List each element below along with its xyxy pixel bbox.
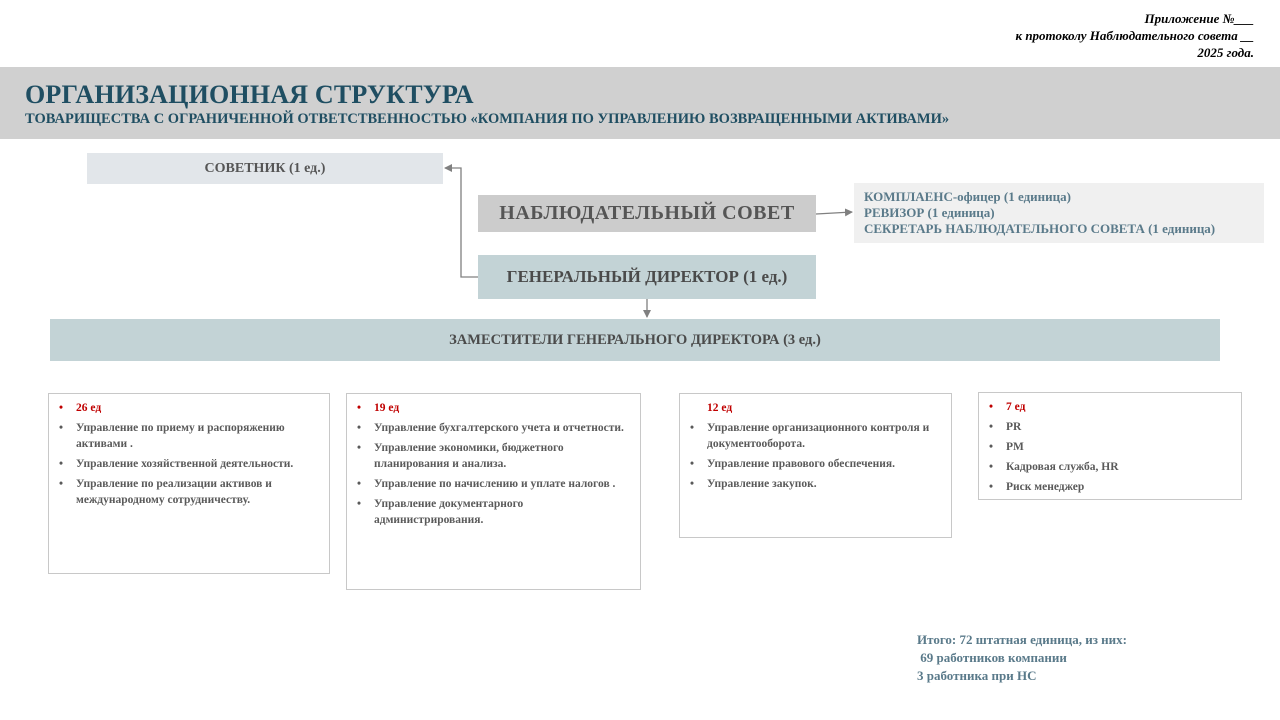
- department-item: • Управление по реализации активов и международному сотрудничеству.: [59, 476, 319, 508]
- department-box-1: [48, 393, 330, 574]
- department-count: 12 ед: [707, 402, 733, 414]
- department-box-3: [679, 393, 952, 538]
- supervisory-board-box: НАБЛЮДАТЕЛЬНЫЙ СОВЕТ: [478, 195, 816, 232]
- department-item: • Риск менеджер: [989, 479, 1231, 495]
- summary-total: Итого: 72 штатная единица, из них:: [917, 632, 1127, 647]
- department-item: • Управление документарного администрирования.: [357, 496, 630, 528]
- department-item: • PM: [989, 439, 1231, 455]
- annex-line-1: Приложение №___: [1144, 11, 1254, 26]
- board-staff-item: РЕВИЗОР (1 единица): [864, 205, 995, 220]
- department-item: • Управление правового обеспечения.: [690, 456, 941, 472]
- general-director-box: ГЕНЕРАЛЬНЫЙ ДИРЕКТОР (1 ед.): [478, 255, 816, 299]
- annex-line-2: к протоколу Наблюдательного совета __: [1015, 28, 1254, 43]
- summary-company-staff: 69 работников компании: [917, 650, 1067, 665]
- department-count: • 19 ед: [357, 400, 630, 416]
- annex-line-3: 2025 года.: [1197, 45, 1254, 60]
- department-item: • Управление экономики, бюджетного планирования и анализа.: [357, 440, 630, 472]
- department-item: • Управление организационного контроля и документооборота.: [690, 420, 941, 452]
- board-staff-box: [854, 183, 1264, 243]
- connector-gd-to-advisor: [445, 168, 478, 277]
- department-item: • Управление бухгалтерского учета и отчетности.: [357, 420, 630, 436]
- deputies-box: ЗАМЕСТИТЕЛИ ГЕНЕРАЛЬНОГО ДИРЕКТОРА (3 ед.): [50, 319, 1220, 361]
- department-item: • Управление закупок.: [690, 476, 941, 492]
- department-box-4: [978, 392, 1242, 500]
- board-staff-item: СЕКРЕТАРЬ НАБЛЮДАТЕЛЬНОГО СОВЕТА (1 единица): [864, 221, 1216, 236]
- department-box-2: [346, 393, 641, 590]
- department-item: • Кадровая служба, HR: [989, 459, 1231, 475]
- page-title: ОРГАНИЗАЦИОННАЯ СТРУКТУРА: [25, 80, 474, 109]
- department-item: • PR: [989, 419, 1231, 435]
- advisor-box: СОВЕТНИК (1 ед.): [87, 153, 443, 184]
- board-staff-item: КОМПЛАЕНС-офицер (1 единица): [864, 189, 1071, 204]
- staff-summary: [917, 631, 1127, 685]
- connector-board-to-staff: [816, 212, 852, 214]
- page-subtitle: ТОВАРИЩЕСТВА С ОГРАНИЧЕННОЙ ОТВЕТСТВЕННОСТЬЮ «КОМПАНИЯ ПО УПРАВЛЕНИЮ ВОЗВРАЩЕННЫМИ АКТИВАМИ»: [25, 111, 950, 127]
- department-count: • 26 ед: [59, 400, 319, 416]
- department-item: • Управление хозяйственной деятельности.: [59, 456, 319, 472]
- department-count: • 7 ед: [989, 399, 1231, 415]
- summary-board-staff: 3 работника при НС: [917, 668, 1037, 683]
- department-item: • Управление по начислению и уплате налогов .: [357, 476, 630, 492]
- department-item: • Управление по приему и распоряжению активами .: [59, 420, 319, 452]
